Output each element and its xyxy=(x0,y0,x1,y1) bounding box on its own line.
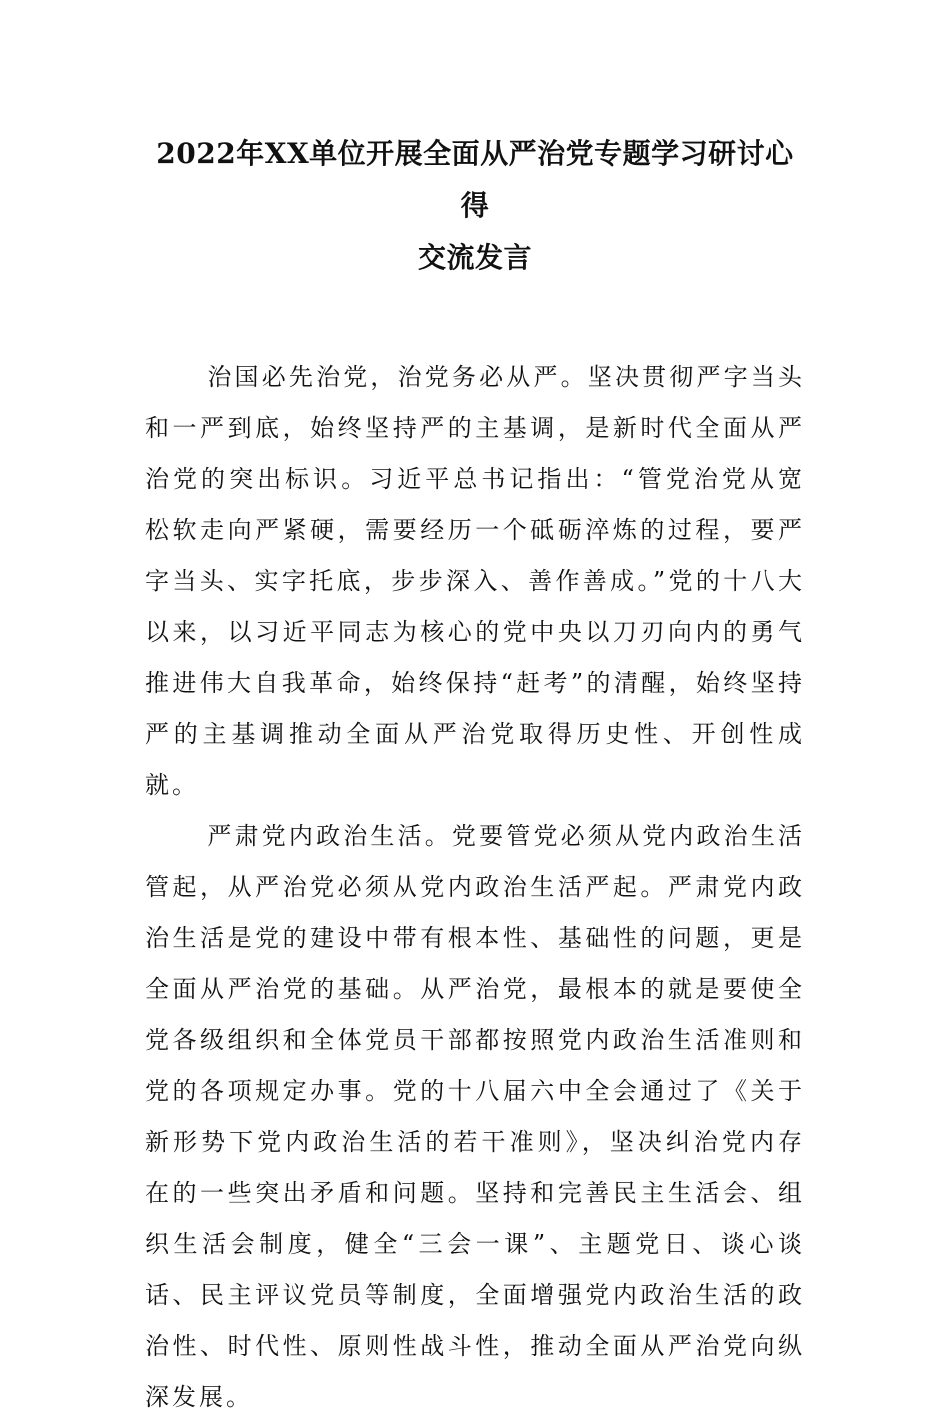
title-line-2: 交流发言 xyxy=(417,241,532,274)
document-page xyxy=(145,128,805,1423)
document-body xyxy=(145,352,805,1423)
paragraph-2: 严肃党内政治生活。党要管党必须从党内政治生活管起，从严治党必须从党内政治生活严起。严肃党内政治生活是党的建设中带有根本性、基础性的问题，更是全面从严治党的基础。从严治党，最根本的就是要使全党各级组织和全体党员干部都按照党内政治生活准则和党的各项规定办事。党的十八届六中全会通过了《关于新形势下党内政治生活的若干准则》，坚决纠治党内存在的一些突出矛盾和问题。坚持和完善民主生活会、组织生活会制度，健全“三会一课”、主题党日、谈心谈话、民主评议党员等制度，全面增强党内政治生活的政治性、时代性、原则性战斗性，推动全面从严治党向纵深发展。 xyxy=(145,822,805,1411)
paragraph-1: 治国必先治党，治党务必从严。坚决贯彻严字当头和一严到底，始终坚持严的主基调，是新时代全面从严治党的突出标识。习近平总书记指出：“管党治党从宽松软走向严紧硬，需要经历一个砥砺淬炼的过程，要严字当头、实字托底，步步深入、善作善成。”党的十八大以来，以习近平同志为核心的党中央以刀刃向内的勇气推进伟大自我革命，始终保持“赶考”的清醒，始终坚持严的主基调推动全面从严治党取得历史性、开创性成就。 xyxy=(145,363,805,799)
document-title xyxy=(145,128,805,284)
title-line-1: 2022年XX单位开展全面从严治党专题学习研讨心得 xyxy=(156,137,794,222)
